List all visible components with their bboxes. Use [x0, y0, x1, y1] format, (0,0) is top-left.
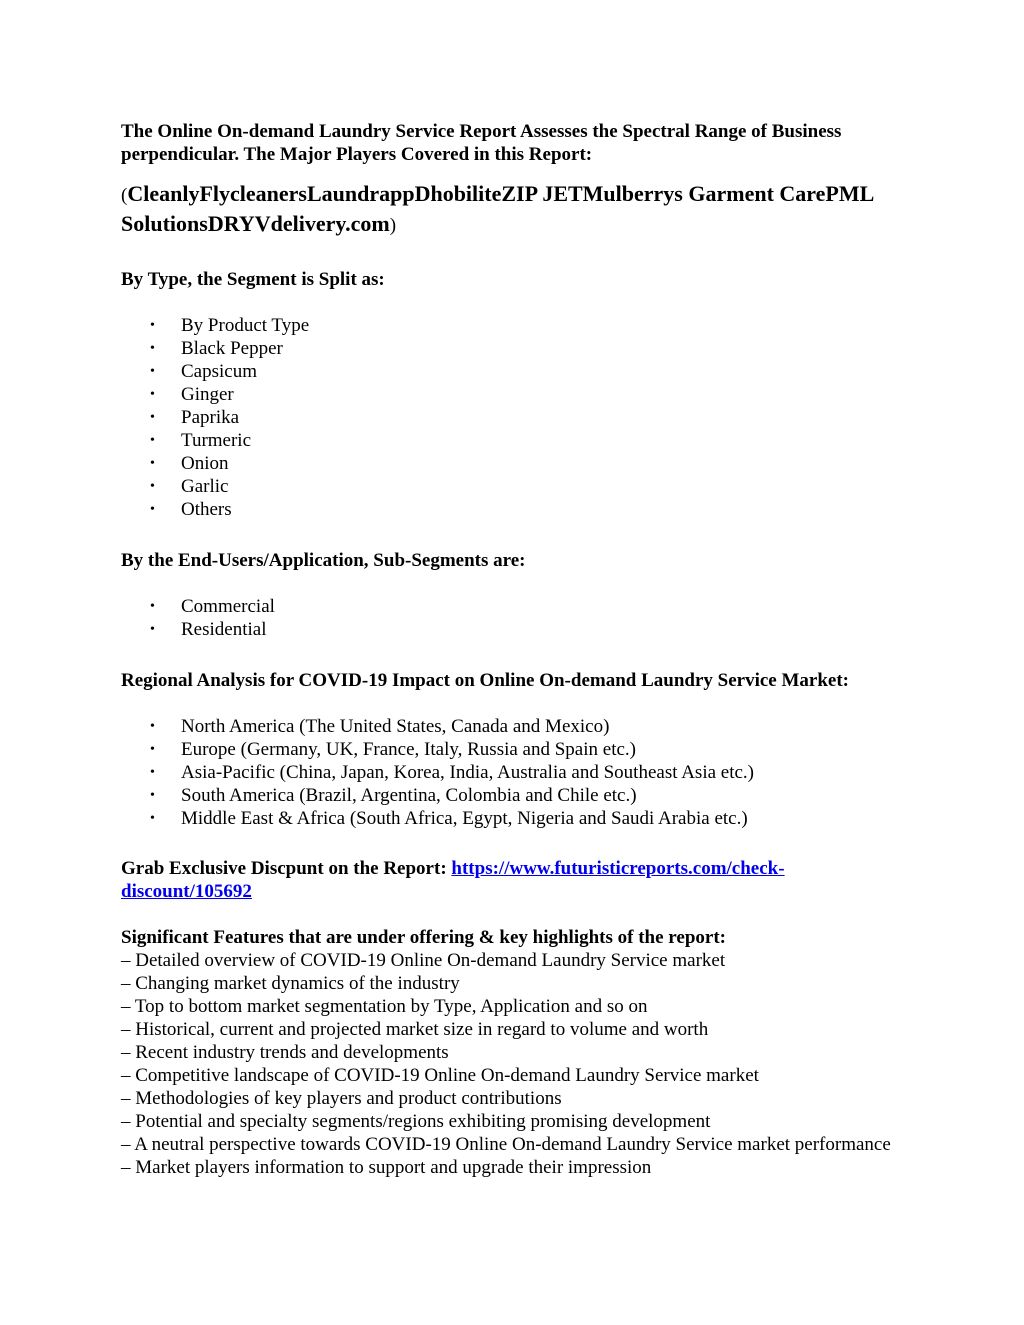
type-list — [121, 314, 911, 521]
bullet-icon: • — [150, 364, 155, 379]
list-item-text: Garlic — [181, 476, 229, 497]
discount-link[interactable]: https://www.futuristicreports.com/check-discount/105692 — [121, 858, 785, 902]
list-item-text: Others — [181, 499, 232, 520]
players-paragraph — [121, 180, 911, 240]
bullet-icon: • — [150, 719, 155, 734]
list-item — [121, 337, 911, 360]
list-item-text: Ginger — [181, 384, 234, 405]
list-item — [121, 360, 911, 383]
list-item — [121, 406, 911, 429]
bullet-icon: • — [150, 456, 155, 471]
grab-discount-paragraph — [121, 857, 911, 903]
feature-line: – Detailed overview of COVID-19 Online On-demand Laundry Service market — [121, 950, 726, 971]
bullet-icon: • — [150, 622, 155, 637]
features-heading: Significant Features that are under offering & key highlights of the report: — [121, 927, 726, 948]
feature-line: – Potential and specialty segments/regions exhibiting promising development — [121, 1111, 711, 1132]
list-item — [121, 807, 911, 830]
grab-discount-label: Grab Exclusive Discpunt on the Report: — [121, 858, 452, 879]
bullet-icon: • — [150, 502, 155, 517]
list-item — [121, 715, 911, 738]
list-item-text: Asia-Pacific (China, Japan, Korea, India, Australia and Southeast Asia etc.) — [181, 762, 754, 783]
feature-line: – Changing market dynamics of the industry — [121, 973, 460, 994]
list-item-text: North America (The United States, Canada and Mexico) — [181, 716, 610, 737]
bullet-icon: • — [150, 599, 155, 614]
features-section — [121, 926, 911, 1179]
bullet-icon: • — [150, 433, 155, 448]
list-item-text: Onion — [181, 453, 229, 474]
list-item-text: Commercial — [181, 596, 275, 617]
feature-line: – Methodologies of key players and product contributions — [121, 1088, 562, 1109]
feature-line: – Historical, current and projected market size in regard to volume and worth — [121, 1019, 709, 1040]
bullet-icon: • — [150, 788, 155, 803]
bullet-icon: • — [150, 765, 155, 780]
list-item-text: South America (Brazil, Argentina, Colombia and Chile etc.) — [181, 785, 637, 806]
application-heading: By the End-Users/Application, Sub-Segments are: — [121, 550, 526, 571]
feature-line: – Recent industry trends and developments — [121, 1042, 449, 1063]
feature-line: – A neutral perspective towards COVID-19 Online On-demand Laundry Service market performance — [121, 1134, 891, 1155]
players-open-paren: ( — [121, 185, 128, 206]
list-item — [121, 452, 911, 475]
list-item — [121, 383, 911, 406]
list-item-text: Black Pepper — [181, 338, 283, 359]
list-item-text: Europe (Germany, UK, France, Italy, Russia and Spain etc.) — [181, 739, 636, 760]
list-item — [121, 618, 911, 641]
type-heading: By Type, the Segment is Split as: — [121, 269, 385, 290]
document-page — [121, 120, 911, 1179]
list-item-text: By Product Type — [181, 315, 310, 336]
list-item — [121, 429, 911, 452]
players-close-paren: ) — [389, 215, 397, 236]
regional-heading: Regional Analysis for COVID-19 Impact on Online On-demand Laundry Service Market: — [121, 670, 850, 691]
application-list — [121, 595, 911, 641]
bullet-icon: • — [150, 341, 155, 356]
list-item-text: Paprika — [181, 407, 240, 428]
bullet-icon: • — [150, 318, 155, 333]
bullet-icon: • — [150, 811, 155, 826]
list-item — [121, 761, 911, 784]
list-item-text: Residential — [181, 619, 267, 640]
feature-line: – Top to bottom market segmentation by Type, Application and so on — [121, 996, 648, 1017]
list-item-text: Capsicum — [181, 361, 257, 382]
bullet-icon: • — [150, 742, 155, 757]
list-item — [121, 738, 911, 761]
players-names: CleanlyFlycleanersLaundrappDhobiliteZIP JETMulberrys Garment CarePML SolutionsDRYVdelivery.com — [121, 181, 874, 236]
list-item — [121, 498, 911, 521]
regional-list — [121, 715, 911, 830]
feature-line: – Market players information to support and upgrade their impression — [121, 1157, 652, 1178]
feature-line: – Competitive landscape of COVID-19 Online On-demand Laundry Service market — [121, 1065, 759, 1086]
list-item — [121, 314, 911, 337]
list-item — [121, 784, 911, 807]
bullet-icon: • — [150, 387, 155, 402]
bullet-icon: • — [150, 410, 155, 425]
list-item-text: Turmeric — [181, 430, 252, 451]
bullet-icon: • — [150, 479, 155, 494]
list-item — [121, 475, 911, 498]
intro-paragraph: The Online On-demand Laundry Service Report Assesses the Spectral Range of Business perpendicular. The Major Players Covered in this Report: — [121, 121, 842, 165]
list-item-text: Middle East & Africa (South Africa, Egypt, Nigeria and Saudi Arabia etc.) — [181, 808, 748, 829]
list-item — [121, 595, 911, 618]
